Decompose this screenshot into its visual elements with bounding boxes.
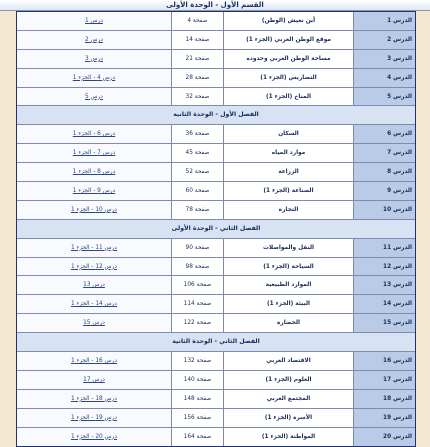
lesson-number: الدرس 14 — [353, 295, 415, 313]
lesson-title: السياحة (الجزء 1) — [223, 258, 353, 276]
lesson-link-cell[interactable] — [17, 12, 171, 30]
section-title: الفصل الأول - الوحدة الثانية — [173, 111, 259, 119]
lesson-page: صفحة 122 — [171, 314, 223, 332]
lesson-title: الأسرة (الجزء 1) — [223, 409, 353, 427]
lesson-title: المناخ (الجزء 1) — [223, 88, 353, 106]
lesson-link[interactable]: درس 17 — [83, 376, 105, 383]
lesson-link[interactable]: درس 6 - الجزء 1 — [72, 131, 116, 138]
lesson-title: أين نعيش (الوطن) — [223, 12, 353, 30]
lesson-link[interactable]: درس 11 - الجزء 1 — [70, 244, 118, 251]
lesson-number: الدرس 5 — [353, 88, 415, 106]
lesson-link-cell[interactable] — [17, 163, 171, 181]
lesson-link[interactable]: درس 9 - الجزء 1 — [72, 188, 116, 195]
lesson-number: الدرس 10 — [353, 201, 415, 219]
lesson-page: صفحة 28 — [171, 69, 223, 87]
lesson-title: التضاريس (الجزء 1) — [223, 69, 353, 87]
lesson-page: صفحة 132 — [171, 352, 223, 370]
lesson-title: المواطنة (الجزء 1) — [223, 428, 353, 447]
table-row — [17, 295, 415, 314]
page-header: القسم الأول - الوحدة الأولى — [0, 0, 430, 11]
lesson-page: صفحة 32 — [171, 88, 223, 106]
lesson-number: الدرس 7 — [353, 144, 415, 162]
table-row — [17, 201, 415, 220]
table-row — [17, 163, 415, 182]
lesson-link-cell[interactable] — [17, 31, 171, 49]
lesson-page: صفحة 98 — [171, 258, 223, 276]
section-header-row — [17, 106, 415, 125]
lesson-link-cell[interactable] — [17, 390, 171, 408]
lesson-title: الحضارة — [223, 314, 353, 332]
lesson-title: الصناعة (الجزء 1) — [223, 182, 353, 200]
lesson-number: الدرس 17 — [353, 371, 415, 389]
lesson-page: صفحة 156 — [171, 409, 223, 427]
lesson-link-cell[interactable] — [17, 144, 171, 162]
lesson-link-cell[interactable] — [17, 428, 171, 447]
lesson-page: صفحة 52 — [171, 163, 223, 181]
lesson-number: الدرس 2 — [353, 31, 415, 49]
table-row — [17, 88, 415, 107]
table-row — [17, 12, 415, 31]
section-title: الفصل الثاني - الوحدة الأولى — [171, 224, 261, 232]
lesson-link[interactable]: درس 1 — [84, 18, 103, 24]
lesson-title: التجارة — [223, 201, 353, 219]
lesson-page: صفحة 106 — [171, 276, 223, 294]
lesson-link[interactable]: درس 3 — [84, 55, 103, 62]
lesson-number: الدرس 12 — [353, 258, 415, 276]
table-row — [17, 371, 415, 390]
lesson-page: صفحة 164 — [171, 428, 223, 447]
lesson-title: الموارد الطبيعية — [223, 276, 353, 294]
lesson-number: الدرس 9 — [353, 182, 415, 200]
lesson-title: الاقتصاد العربي — [223, 352, 353, 370]
lesson-page: صفحة 36 — [171, 125, 223, 143]
table-row — [17, 390, 415, 409]
lesson-number: الدرس 20 — [353, 428, 415, 447]
lesson-number: الدرس 13 — [353, 276, 415, 294]
lesson-page: صفحة 14 — [171, 31, 223, 49]
lesson-number: الدرس 6 — [353, 125, 415, 143]
lesson-link[interactable]: درس 4 - الجزء 1 — [72, 74, 116, 81]
lesson-link-cell[interactable] — [17, 69, 171, 87]
lesson-link-cell[interactable] — [17, 182, 171, 200]
lesson-title: العلوم (الجزء 1) — [223, 371, 353, 389]
lesson-link[interactable]: درس 2 — [84, 36, 103, 43]
lesson-link[interactable]: درس 12 - الجزء 1 — [70, 263, 118, 270]
table-row — [17, 276, 415, 295]
lesson-link-cell[interactable] — [17, 314, 171, 332]
lesson-number: الدرس 8 — [353, 163, 415, 181]
lesson-page: صفحة 78 — [171, 201, 223, 219]
table-row — [17, 409, 415, 428]
lesson-link-cell[interactable] — [17, 352, 171, 370]
table-row — [17, 352, 415, 371]
lesson-page: صفحة 90 — [171, 239, 223, 257]
lesson-number: الدرس 16 — [353, 352, 415, 370]
table-row — [17, 125, 415, 144]
table-row — [17, 258, 415, 277]
lesson-page: صفحة 21 — [171, 50, 223, 68]
lesson-number: الدرس 3 — [353, 50, 415, 68]
lesson-link-cell[interactable] — [17, 295, 171, 313]
lesson-link[interactable]: درس 15 — [83, 320, 105, 327]
table-row — [17, 239, 415, 258]
lesson-page: صفحة 45 — [171, 144, 223, 162]
table-row — [17, 144, 415, 163]
lesson-number: الدرس 4 — [353, 69, 415, 87]
lesson-title: المجتمع العربي — [223, 390, 353, 408]
lesson-link[interactable]: درس 19 - الجزء 1 — [70, 414, 118, 421]
lesson-link[interactable]: درس 13 — [83, 282, 105, 289]
lesson-link-cell[interactable] — [17, 276, 171, 294]
table-row — [17, 69, 415, 88]
lesson-number: الدرس 19 — [353, 409, 415, 427]
section-header-row — [17, 220, 415, 239]
lesson-number: الدرس 15 — [353, 314, 415, 332]
lessons-table — [16, 11, 416, 447]
lesson-link[interactable]: درس 18 - الجزء 1 — [70, 395, 118, 402]
lesson-number: الدرس 11 — [353, 239, 415, 257]
lesson-title: موقع الوطن العربي (الجزء 1) — [223, 31, 353, 49]
lesson-link[interactable]: درس 14 - الجزء 1 — [70, 301, 118, 308]
lesson-number: الدرس 18 — [353, 390, 415, 408]
lesson-link[interactable]: درس 10 - الجزء 1 — [70, 206, 118, 213]
lesson-link-cell[interactable] — [17, 125, 171, 143]
lesson-link-cell[interactable] — [17, 409, 171, 427]
lesson-page: صفحة 140 — [171, 371, 223, 389]
lesson-link[interactable]: درس 16 - الجزء 1 — [70, 358, 118, 365]
lesson-link[interactable]: درس 20 - الجزء 1 — [70, 433, 118, 440]
table-row — [17, 50, 415, 69]
lesson-link-cell[interactable] — [17, 201, 171, 219]
lesson-title: الزراعة — [223, 163, 353, 181]
table-row — [17, 314, 415, 333]
lesson-page: صفحة 4 — [171, 12, 223, 30]
lesson-link-cell[interactable] — [17, 50, 171, 68]
lesson-page: صفحة 114 — [171, 295, 223, 313]
lesson-page: صفحة 148 — [171, 390, 223, 408]
lesson-number: الدرس 1 — [353, 12, 415, 30]
lesson-title: موارد المياه — [223, 144, 353, 162]
section-title: الفصل الثاني - الوحدة الثانية — [172, 338, 260, 346]
lesson-link-cell[interactable] — [17, 371, 171, 389]
lesson-link[interactable]: درس 8 - الجزء 1 — [72, 169, 116, 176]
lesson-link[interactable]: درس 7 - الجزء 1 — [72, 150, 116, 157]
lesson-link-cell[interactable] — [17, 258, 171, 276]
lesson-link-cell[interactable] — [17, 239, 171, 257]
lesson-title: النقل والمواصلات — [223, 239, 353, 257]
table-row — [17, 182, 415, 201]
lesson-title: السكان — [223, 125, 353, 143]
table-row — [17, 31, 415, 50]
section-header-row — [17, 333, 415, 352]
lesson-page: صفحة 60 — [171, 182, 223, 200]
table-row — [17, 428, 415, 447]
lesson-link-cell[interactable] — [17, 88, 171, 106]
lesson-title: البيئة (الجزء 1) — [223, 295, 353, 313]
lesson-link[interactable]: درس 5 — [84, 93, 103, 100]
lesson-title: مساحة الوطن العربي وحدوده — [223, 50, 353, 68]
